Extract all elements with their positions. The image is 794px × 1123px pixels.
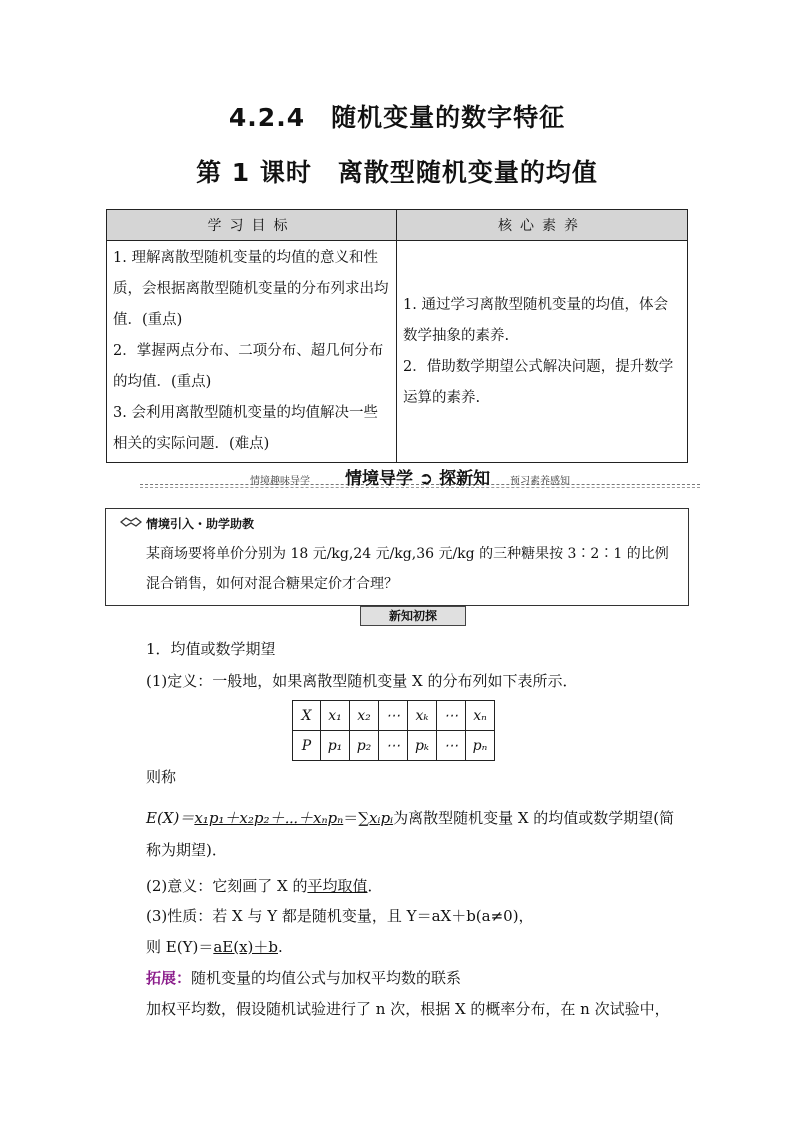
formula-rest: 为离散型随机变量 X 的均值或数学期望(简称为期望)．	[146, 809, 675, 859]
literacy-cell	[397, 241, 688, 463]
table-cell: xₖ	[408, 701, 437, 731]
goals-table	[106, 209, 688, 463]
table-cell: x₁	[321, 701, 350, 731]
table-cell: P	[293, 731, 321, 761]
table-cell: ⋯	[379, 701, 408, 731]
intro-heading: 情境引入・助学助教	[146, 515, 254, 532]
property-result: 则 E(Y)＝aE(x)＋b.	[146, 938, 283, 956]
literacy-header: 核心素养	[397, 210, 688, 241]
handshake-icon	[120, 515, 142, 532]
banner-right-label: 预习素养感知	[510, 476, 570, 487]
distribution-table	[292, 700, 495, 761]
table-row	[293, 731, 495, 761]
goals-cell	[107, 241, 397, 463]
table-cell: ⋯	[437, 701, 466, 731]
table-cell: pₖ	[408, 731, 437, 761]
table-cell: xₙ	[466, 701, 495, 731]
table-cell: ⋯	[437, 731, 466, 761]
heading-expectation: 1．均值或数学期望	[146, 640, 276, 658]
property-answer: aE(x)＋b	[213, 938, 278, 956]
extension-label: 拓展：	[146, 969, 192, 987]
formula-sum: x₁p₁＋x₂p₂＋⋯＋xₙpₙ	[194, 809, 344, 827]
lesson-title: 第 1 课时 离散型随机变量的均值	[196, 158, 598, 187]
formula-lhs: E(X)＝	[146, 809, 195, 827]
formula-eq: ＝	[343, 809, 359, 827]
literacy-item: 1. 通过学习离散型随机变量的均值，体会数学抽象的素养.	[403, 296, 668, 344]
banner-main-label: 情境导学 ➲ 探新知	[345, 469, 491, 489]
table-cell: ⋯	[379, 731, 408, 761]
goal-item: 1. 理解离散型随机变量的均值的意义和性质，会根据离散型随机变量的分布列求出均值．(重点)	[113, 250, 389, 328]
meaning-text: (2)意义：它刻画了 X 的平均取值．	[146, 877, 383, 895]
then-called: 则称	[146, 768, 177, 786]
intro-box	[105, 508, 689, 606]
extension-text: 拓展：随机变量的均值公式与加权平均数的联系	[146, 969, 462, 987]
table-cell: pₙ	[466, 731, 495, 761]
expectation-formula	[146, 802, 686, 866]
literacy-item: 2．借助数学期望公式解决问题，提升数学运算的素养.	[403, 358, 674, 406]
goal-item: 3. 会利用离散型随机变量的均值解决一些相关的实际问题．(难点)	[113, 405, 378, 452]
table-cell: X	[293, 701, 321, 731]
meaning-answer: 平均取值	[307, 877, 368, 895]
table-cell: p₁	[321, 731, 350, 761]
section-title: 4.2.4 随机变量的数字特征	[228, 103, 566, 132]
table-cell: x₂	[350, 701, 379, 731]
formula-sigma: ∑xᵢpᵢ	[358, 809, 394, 827]
table-cell: p₂	[350, 731, 379, 761]
goal-item: 2．掌握两点分布、二项分布、超几何分布的均值．(重点)	[113, 343, 384, 390]
intro-text: 某商场要将单价分别为 18 元/kg,24 元/kg,36 元/kg 的三种糖果按 3∶2∶1 的比例混合销售，如何对混合糖果定价才合理？	[146, 546, 669, 592]
table-row	[293, 701, 495, 731]
goals-header: 学习目标	[107, 210, 397, 241]
definition-text: (1)定义：一般地，如果离散型随机变量 X 的分布列如下表所示．	[146, 672, 578, 690]
weighted-average-text: 加权平均数，假设随机试验进行了 n 次，根据 X 的概率分布，在 n 次试验中，	[146, 1000, 670, 1018]
subsection-badge: 新知初探	[360, 606, 466, 626]
section-banner	[140, 462, 700, 492]
property-text: (3)性质：若 X 与 Y 都是随机变量，且 Y＝aX＋b(a≠0)，	[146, 907, 534, 925]
banner-left-label: 情境趣味导学	[250, 476, 310, 487]
